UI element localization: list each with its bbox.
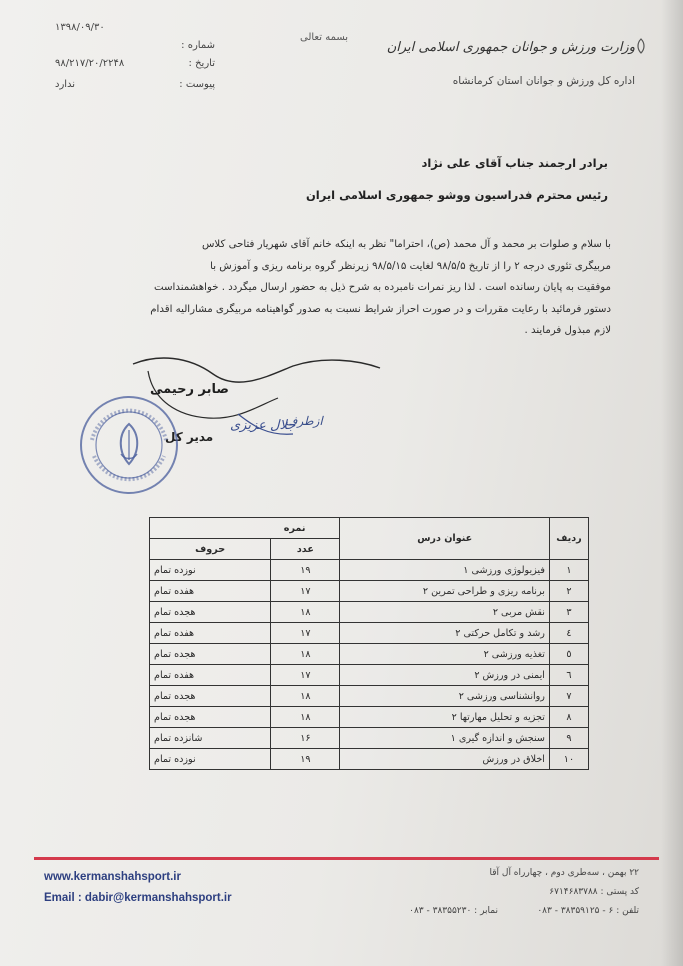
row-course-title: تجزیه و تحلیل مهارتها ۲ — [340, 707, 549, 728]
row-grade-words: هجده تمام — [150, 602, 271, 623]
table-row — [150, 560, 589, 581]
row-course-title: برنامه ریزی و طراحی تمرین ۲ — [340, 581, 549, 602]
letter-date-top: ۱۳۹۸/۰۹/۳۰ — [55, 21, 105, 33]
row-index: ۲ — [549, 581, 588, 602]
row-grade-words: هجده تمام — [150, 707, 271, 728]
office-name: اداره کل ورزش و جوانان استان کرمانشاه — [452, 75, 635, 87]
handwritten-signature: جلال عزیزی — [230, 418, 296, 433]
row-index: ۸ — [549, 707, 588, 728]
body-line-3: موفقیت به پایان رسانده است . لذا ریز نمرات نامبرده به شرح ذیل به حضور ارسال میگردد . خواهشمنداست — [154, 282, 611, 293]
table-row — [150, 728, 589, 749]
table-row — [150, 749, 589, 770]
number-label: شماره : — [181, 39, 215, 51]
row-grade-words: هفده تمام — [150, 623, 271, 644]
row-grade-words: هجده تمام — [150, 644, 271, 665]
row-course-title: سنجش و اندازه گیری ۱ — [340, 728, 549, 749]
ministry-emblem-icon — [634, 38, 648, 54]
footer-phone: تلفن : ۶ - ۳۸۳۵۹۱۲۵ - ۰۸۳ — [537, 906, 639, 916]
row-index: ۱ — [549, 560, 588, 581]
letter-body — [76, 234, 611, 342]
table-row — [150, 665, 589, 686]
row-course-title: رشد و تکامل حرکتی ۲ — [340, 623, 549, 644]
footer-divider — [34, 857, 659, 860]
row-course-title: نقش مربی ۲ — [340, 602, 549, 623]
row-course-title: تغذیه ورزشی ۲ — [340, 644, 549, 665]
letter-number: ۹۸/۲۱۷/۲۰/۲۲۴۸ — [55, 57, 125, 69]
attachment-label: پیوست : — [179, 78, 215, 90]
row-grade-digits: ۱۷ — [271, 665, 340, 686]
row-grade-words: شانزده تمام — [150, 728, 271, 749]
row-grade-digits: ۱۷ — [271, 623, 340, 644]
table-row — [150, 707, 589, 728]
footer-fax: نمابر : ۳۸۳۵۵۲۳۰ - ۰۸۳ — [409, 906, 498, 916]
website-link[interactable]: www.kermanshahsport.ir — [44, 871, 181, 883]
on-behalf-label: ازطرف — [285, 414, 323, 428]
header-course-title: عنوان درس — [340, 518, 549, 560]
ministry-name: وزارت ورزش و جوانان جمهوری اسلامی ایران — [386, 40, 635, 55]
row-grade-digits: ۱۷ — [271, 581, 340, 602]
row-grade-words: هجده تمام — [150, 686, 271, 707]
footer-postal-code: کد پستی : ۶۷۱۴۶۸۳۷۸۸ — [549, 887, 639, 897]
signatory-title: مدیر کل — [165, 430, 214, 444]
row-grade-digits: ۱۸ — [271, 602, 340, 623]
table-header-row — [150, 518, 589, 539]
row-course-title: ایمنی در ورزش ۲ — [340, 665, 549, 686]
row-grade-words: نوزده تمام — [150, 560, 271, 581]
table-row — [150, 602, 589, 623]
row-index: ۹ — [549, 728, 588, 749]
header-index: ردیف — [549, 518, 588, 560]
recipient-line-1: برادر ارجمند جناب آقای علی نژاد — [421, 156, 608, 170]
body-line-2: مربیگری تئوری درجه ۲ را از تاریخ ۹۸/۵/۵ لغایت ۹۸/۵/۱۵ زیرنظر گروه برنامه ریزی و آموزش با — [210, 260, 611, 272]
body-line-4: دستور فرمائید با رعایت مقررات و در صورت احراز شرایط نسبت به صدور گواهینامه مربیگری مشارالیه اقدام — [150, 303, 611, 315]
row-index: ٦ — [549, 665, 588, 686]
table-row — [150, 644, 589, 665]
table-row — [150, 623, 589, 644]
row-grade-digits: ۱۶ — [271, 728, 340, 749]
email-link[interactable]: Email : dabir@kermanshahsport.ir — [44, 892, 232, 904]
letter-meta — [55, 18, 215, 96]
row-grade-digits: ۱۹ — [271, 560, 340, 581]
row-grade-digits: ۱۸ — [271, 686, 340, 707]
row-course-title: اخلاق در ورزش — [340, 749, 549, 770]
header-digits: عدد — [271, 539, 340, 560]
footer-address: ۲۲ بهمن ، سه‌طری دوم ، چهارراه آل آقا — [489, 868, 639, 878]
signatory-name: صابر رحیمی — [150, 382, 229, 397]
bismillah: بسمه تعالی — [300, 32, 349, 43]
grades-table — [149, 517, 589, 770]
recipient-line-2: رئیس محترم فدراسیون ووشو جمهوری اسلامی ایران — [305, 188, 608, 202]
row-index: ٤ — [549, 623, 588, 644]
row-index: ۱۰ — [549, 749, 588, 770]
body-line-1: با سلام و صلوات بر محمد و آل محمد (ص)، احتراما" نظر به اینکه خانم آقای شهریار فتاحی کلاس — [201, 239, 611, 250]
row-index: ۷ — [549, 686, 588, 707]
row-course-title: فیزیولوژی ورزشی ۱ — [340, 560, 549, 581]
row-index: ۳ — [549, 602, 588, 623]
row-course-title: روانشناسی ورزشی ۲ — [340, 686, 549, 707]
table-row — [150, 581, 589, 602]
header-words: حروف — [150, 539, 271, 560]
row-grade-digits: ۱۸ — [271, 644, 340, 665]
row-grade-words: هفده تمام — [150, 665, 271, 686]
attachment-value: ندارد — [55, 78, 76, 90]
row-grade-words: هفده تمام — [150, 581, 271, 602]
row-grade-digits: ۱۹ — [271, 749, 340, 770]
grades-table-body — [150, 560, 589, 770]
date-label: تاریخ : — [188, 57, 215, 69]
row-grade-digits: ۱۸ — [271, 707, 340, 728]
row-index: ٥ — [549, 644, 588, 665]
table-row — [150, 686, 589, 707]
header-grade: نمره — [150, 518, 340, 539]
body-line-5: لازم مبذول فرمایند . — [524, 325, 611, 336]
row-grade-words: نوزده تمام — [150, 749, 271, 770]
official-stamp-icon — [78, 394, 180, 496]
